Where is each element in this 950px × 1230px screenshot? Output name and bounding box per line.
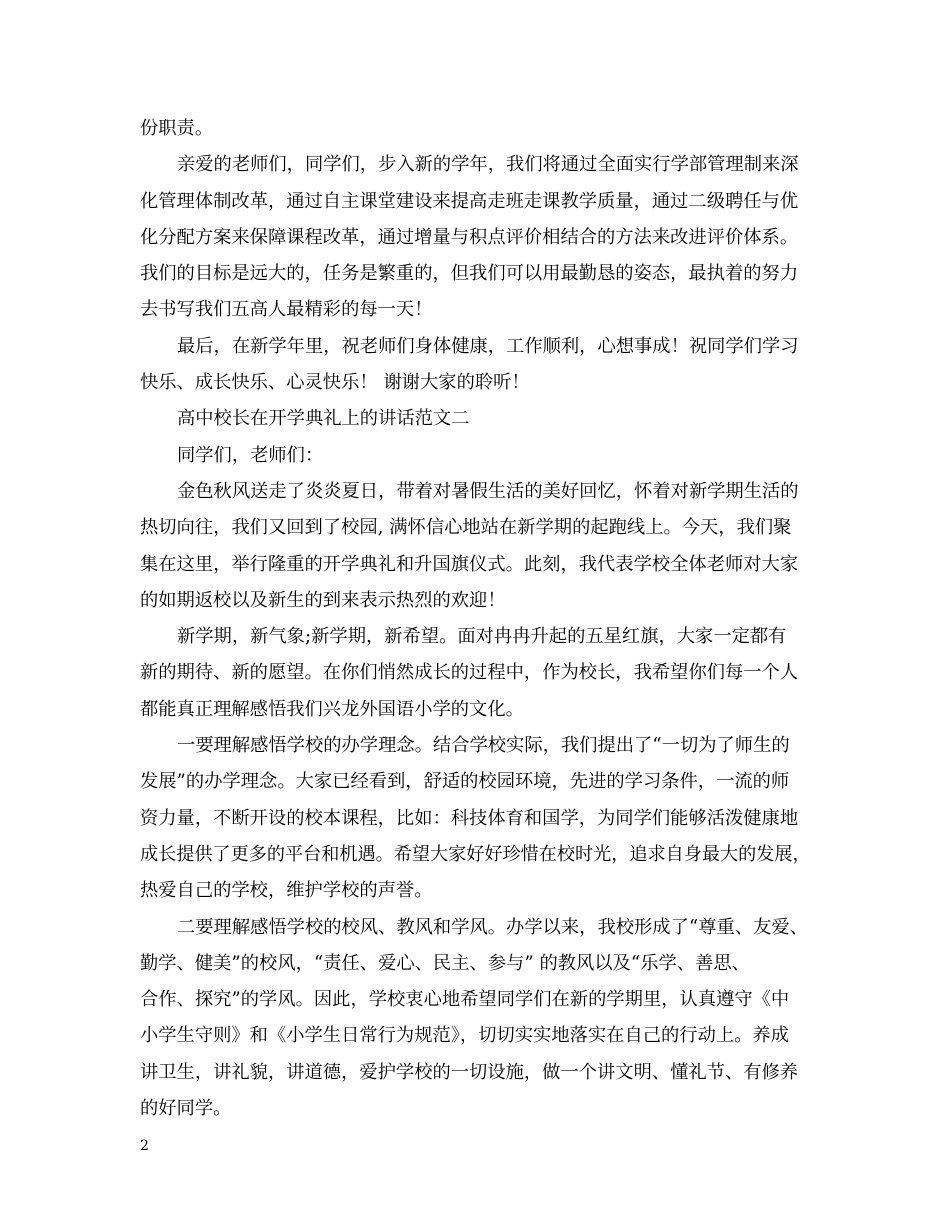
text-line: 热切向往，我们又回到了校园, 满怀信心地站在新学期的起跑线上。今天，我们聚 bbox=[140, 517, 792, 539]
text-line: 热爱自己的学校，维护学校的声誉。 bbox=[140, 880, 433, 902]
text-line: 的如期返校以及新生的到来表示热烈的欢迎！ bbox=[140, 589, 506, 611]
text-line: 我们的目标是远大的，任务是繁重的，但我们可以用最勤恳的姿态，最执着的努力 bbox=[140, 263, 799, 285]
text-line: 勤学、健美”的校风，“责任、爱心、民主、参与” 的教风以及“乐学、善思、 bbox=[140, 952, 750, 974]
text-line: 集在这里，举行隆重的开学典礼和升国旗仪式。此刻，我代表学校全体老师对大家 bbox=[140, 553, 799, 575]
text-line: 成长提供了更多的平台和机遇。希望大家好好珍惜在校时光，追求自身最大的发展， bbox=[140, 843, 811, 865]
text-line: 新的期待、新的愿望。在你们悄然成长的过程中，作为校长，我希望你们每一个人 bbox=[140, 662, 799, 684]
document-body bbox=[140, 111, 810, 1127]
text-line: 讲卫生，讲礼貌，讲道德，爱护学校的一切设施，做一个讲文明、懂礼节、有修养 bbox=[140, 1061, 799, 1083]
text-line: 合作、探究”的学风。因此，学校衷心地希望同学们在新的学期里，认真遵守《中 bbox=[140, 989, 790, 1011]
text-line: 金色秋风送走了炎炎夏日，带着对暑假生活的美好回忆，怀着对新学期生活的 bbox=[177, 480, 799, 502]
text-line: 亲爱的老师们，同学们，步入新的学年，我们将通过全面实行学部管理制来深 bbox=[177, 154, 799, 176]
text-line: 快乐、成长快乐、心灵快乐！ 谢谢大家的聆听！ bbox=[140, 372, 530, 394]
text-line: 份职责。 bbox=[140, 118, 214, 139]
text-line: 新学期，新气象;新学期，新希望。面对冉冉升起的五星红旗，大家一定都有 bbox=[177, 626, 787, 648]
text-line: 高中校长在开学典礼上的讲话范文二 bbox=[177, 408, 470, 430]
text-line: 一要理解感悟学校的办学理念。结合学校实际，我们提出了“一切为了师生的 bbox=[177, 735, 790, 757]
text-line: 发展”的办学理念。大家已经看到，舒适的校园环境，先进的学习条件，一流的师 bbox=[140, 771, 790, 793]
text-line: 同学们，老师们： bbox=[177, 444, 324, 466]
text-line: 最后，在新学年里，祝老师们身体健康，工作顺利，心想事成！祝同学们学习 bbox=[177, 335, 799, 357]
text-line: 资力量，不断开设的校本课程，比如：科技体育和国学，为同学们能够活泼健康地 bbox=[140, 807, 799, 829]
text-line: 的好同学。 bbox=[140, 1098, 232, 1120]
text-line: 都能真正理解感悟我们兴龙外国语小学的文化。 bbox=[140, 698, 524, 720]
text-line: 去书写我们五高人最精彩的每一天！ bbox=[140, 299, 433, 321]
text-line: 小学生守则》和《小学生日常行为规范》，切切实实地落实在自己的行动上。养成 bbox=[140, 1025, 789, 1047]
text-line: 化分配方案来保障课程改革，通过增量与积点评价相结合的方法来改进评价体系。 bbox=[140, 226, 799, 248]
text-line: 二要理解感悟学校的校风、教风和学风。办学以来，我校形成了“尊重、友爱、 bbox=[177, 916, 808, 938]
page-number: 2 bbox=[140, 1138, 149, 1154]
text-line: 化管理体制改革，通过自主课堂建设来提高走班走课教学质量，通过二级聘任与优 bbox=[140, 190, 799, 212]
